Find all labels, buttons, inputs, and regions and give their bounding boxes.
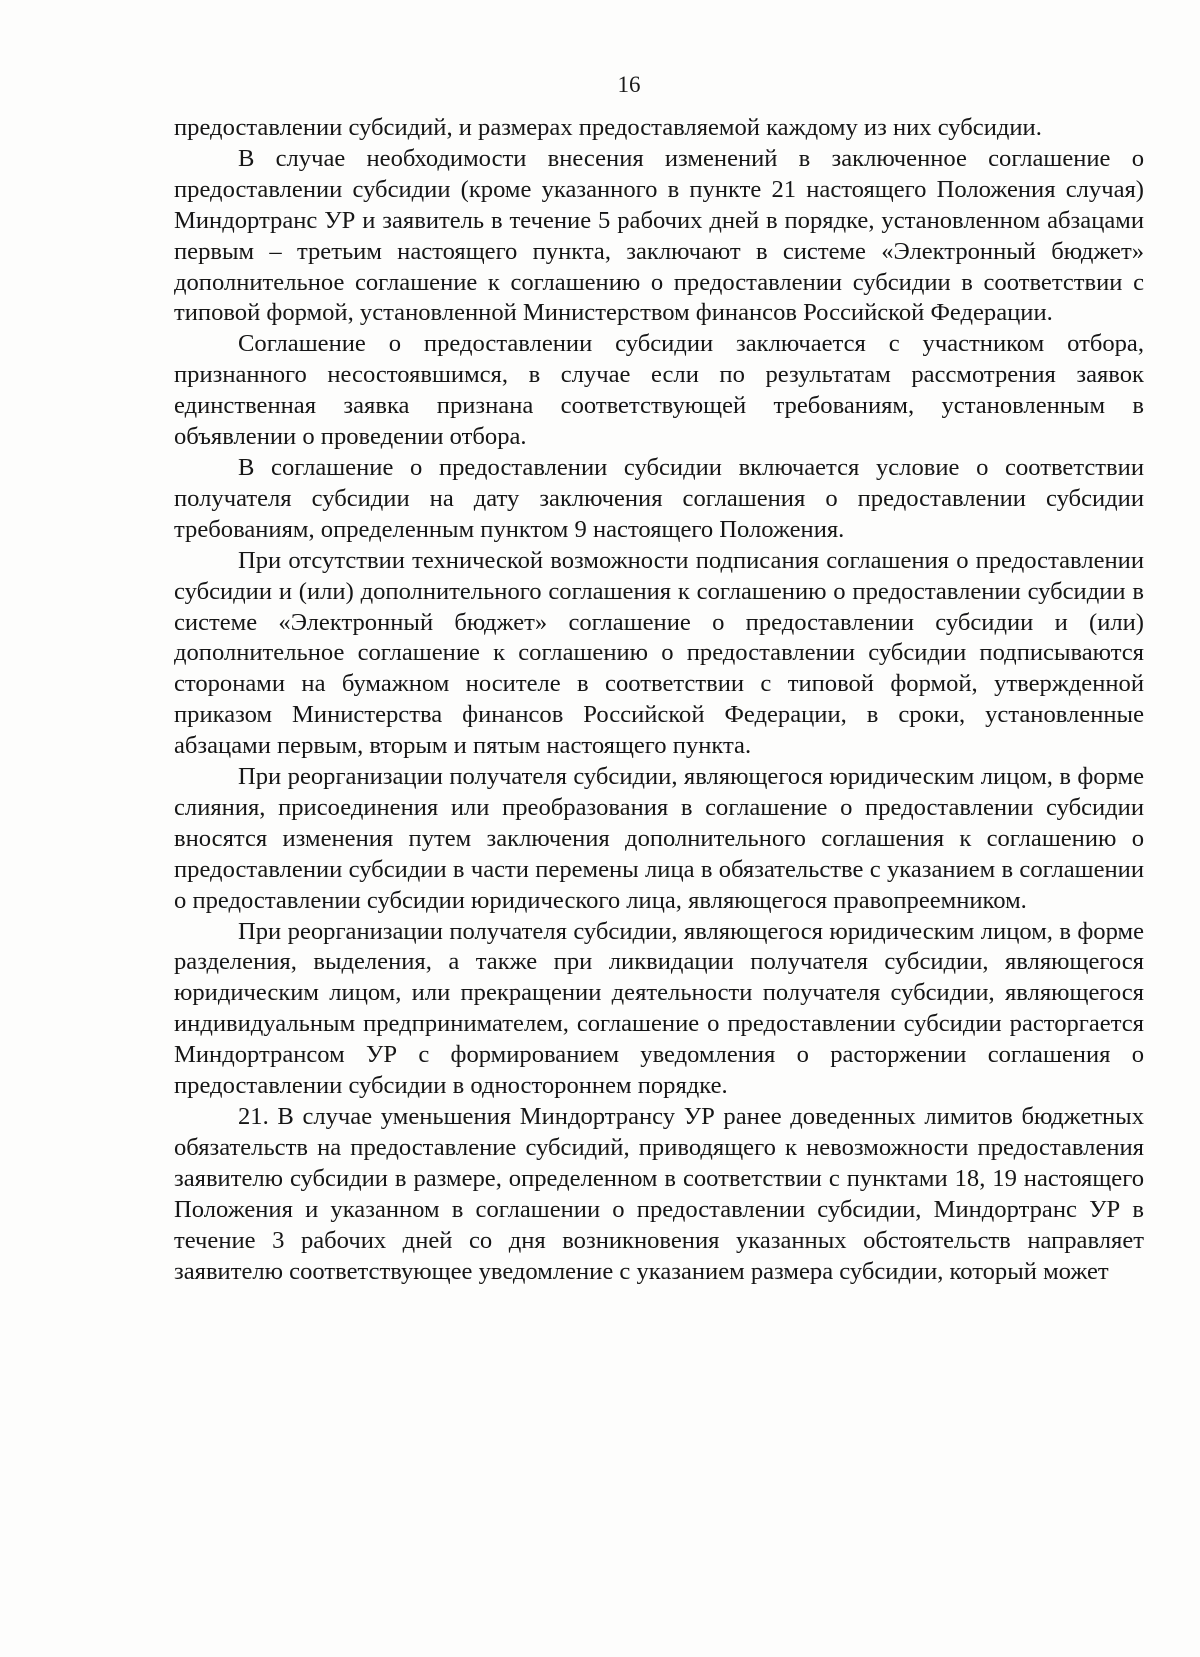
paragraph-single-applicant: Соглашение о предоставлении субсидии заключается с участником отбора, признанного несостоявшимся, в случае если по результатам рассмотрения заявок единственная заявка признана соответствующей требованиям, установленным в объявлении о проведении отбора. (174, 330, 1144, 451)
paragraph-agreement-amendment: В случае необходимости внесения изменений в заключенное соглашение о предоставлении субсидии (кроме указанного в пункте 21 настоящего Положения случая) Миндортранс УР и заявитель в течение 5 рабочих дней в порядке, установленном абзацами первым – третьим настоящего пункта, заключают в системе «Электронный бюджет» дополнительное соглашение к соглашению о предоставлении субсидии в соответствии с типовой формой, установленной Министерством финансов Российской Федерации. (174, 144, 1144, 327)
document-body (174, 113, 1144, 1287)
paragraph-continuation: предоставлении субсидий, и размерах предоставляемой каждому из них субсидии. (174, 114, 1042, 141)
paragraph-item-21: 21. В случае уменьшения Миндортрансу УР ранее доведенных лимитов бюджетных обязательств на предоставление субсидий, приводящего к невозможности предоставления заявителю субсидии в размере, определенном в соответствии с пунктами 18, 19 настоящего Положения и указанном в соглашении о предоставлении субсидии, Миндортранс УР в течение 3 рабочих дней со дня возникновения указанных обстоятельств направляет заявителю соответствующее уведомление с указанием размера субсидии, который может (174, 1103, 1144, 1285)
page-number: 16 (617, 72, 641, 97)
paragraph-paper-signing: При отсутствии технической возможности подписания соглашения о предоставлении субсидии и (или) дополнительного соглашения к соглашению о предоставлении субсидии в системе «Электронный бюджет» соглашение о предоставлении субсидии и (или) дополнительное соглашение к соглашению о предоставлении субсидии подписываются сторонами на бумажном носителе в соответствии с типовой формой, утвержденной приказом Министерства финансов Российской Федерации, в сроки, установленные абзацами первым, вторым и пятым настоящего пункта. (174, 546, 1144, 760)
paragraph-reorganization-merger: При реорганизации получателя субсидии, являющегося юридическим лицом, в форме слияния, присоединения или преобразования в соглашение о предоставлении субсидии вносятся изменения путем заключения дополнительного соглашения к соглашению о предоставлении субсидии в части перемены лица в обязательстве с указанием в соглашении о предоставлении субсидии юридического лица, являющегося правопреемником. (174, 763, 1144, 914)
paragraph-reorganization-division: При реорганизации получателя субсидии, являющегося юридическим лицом, в форме разделения, выделения, а также при ликвидации получателя субсидии, являющегося юридическим лицом, или прекращении деятельности получателя субсидии, являющегося индивидуальным предпринимателем, соглашение о предоставлении субсидии расторгается Миндортрансом УР с формированием уведомления о расторжении соглашения о предоставлении субсидии в одностороннем порядке. (174, 917, 1144, 1100)
paragraph-compliance-condition: В соглашение о предоставлении субсидии включается условие о соответствии получателя субсидии на дату заключения соглашения о предоставлении субсидии требованиям, определенным пунктом 9 настоящего Положения. (174, 453, 1144, 543)
